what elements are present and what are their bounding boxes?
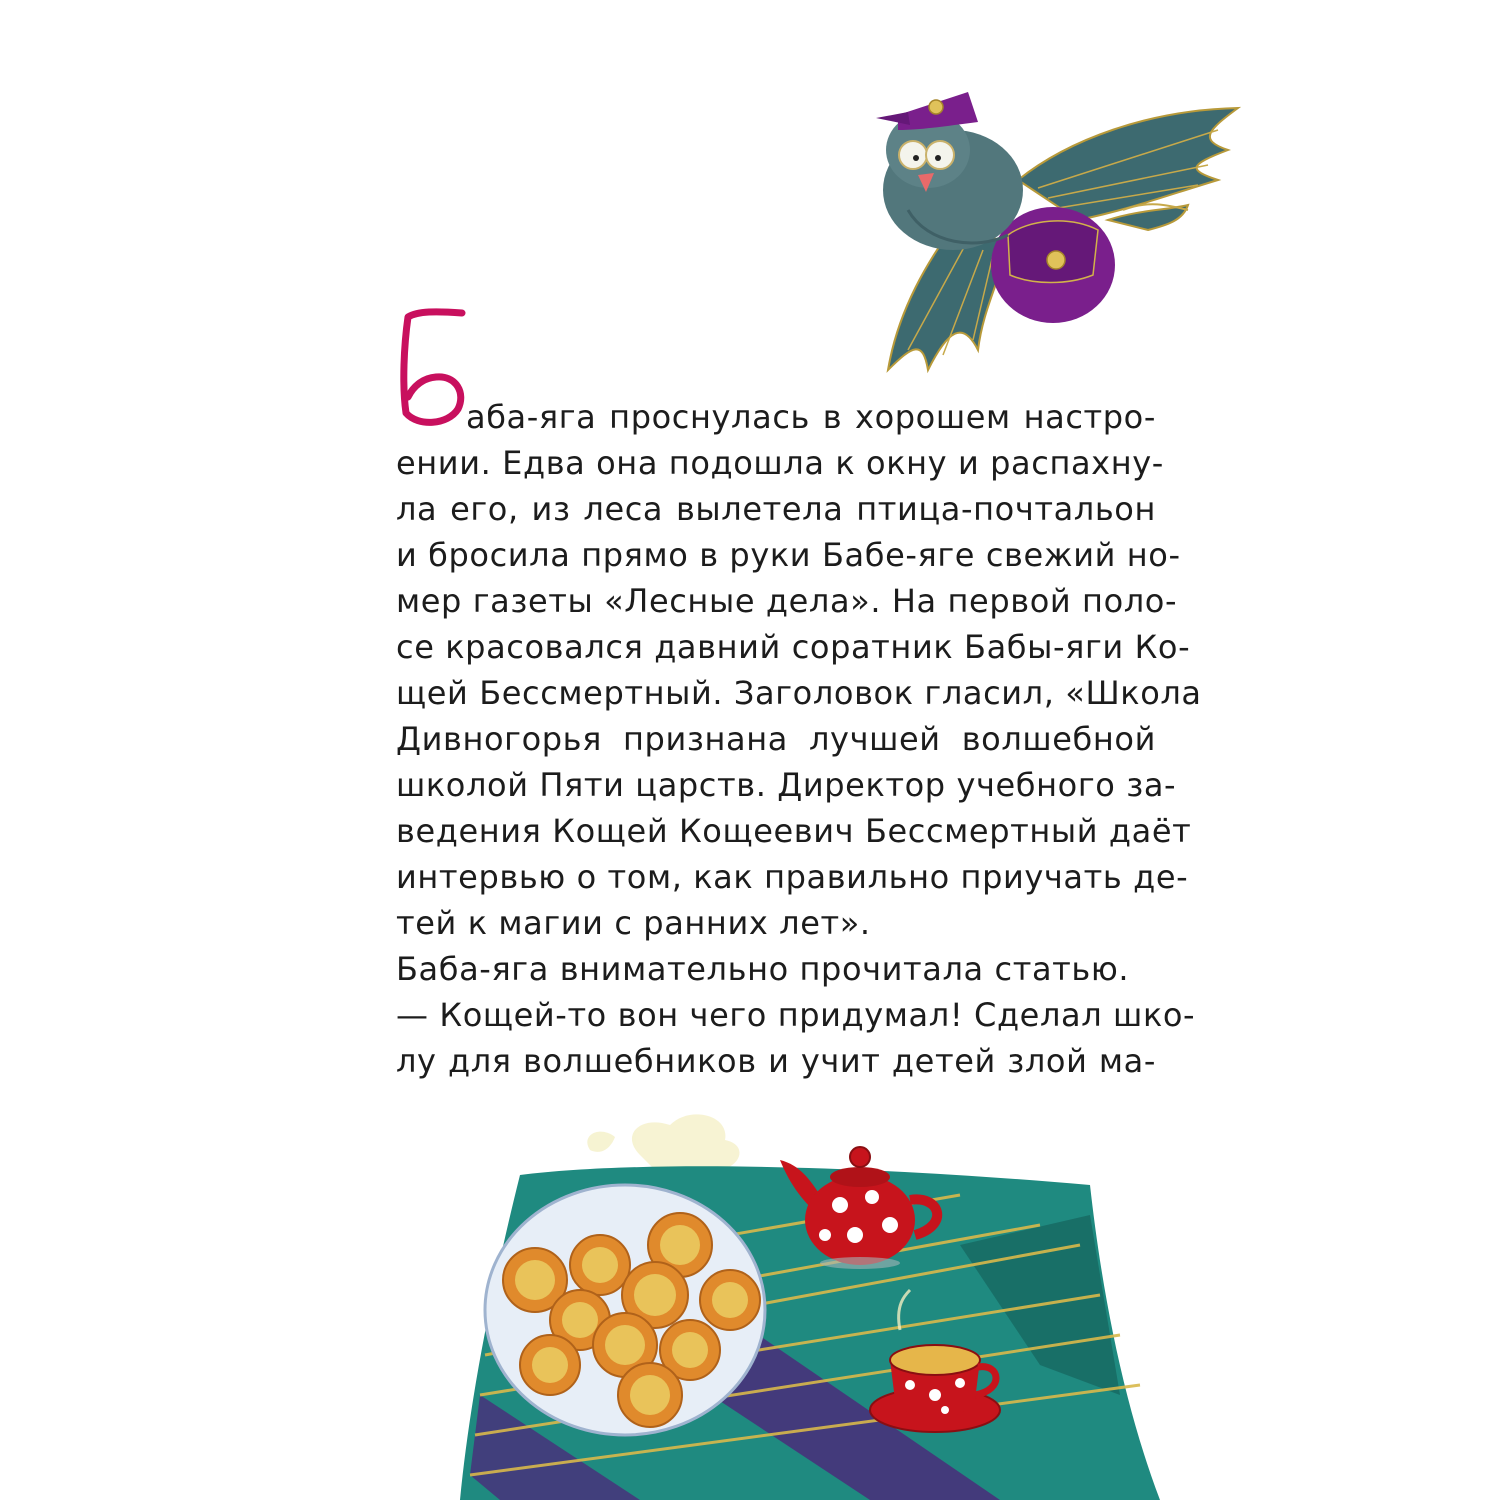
- text-line: Дивногорья признана лучшей волшебной: [396, 720, 1156, 758]
- bird-wing-icon: [1018, 108, 1238, 220]
- text-line: мер газеты «Лесные дела». На первой поло-: [396, 582, 1178, 620]
- text-line: аба-яга проснулась в хорошем настро-: [466, 398, 1156, 436]
- text-line: — Кощей-то вон чего придумал! Сделал шко-: [396, 996, 1196, 1034]
- bird-postman-illustration: [868, 70, 1248, 390]
- text-line: Баба-яга внимательно прочитала статью.: [396, 950, 1130, 988]
- pancakes-plate-icon: [485, 1185, 765, 1435]
- text-line: ении. Едва она подошла к окну и распахну-: [396, 444, 1164, 482]
- text-line: щей Бессмертный. Заголовок гласил, «Школа: [396, 674, 1202, 712]
- text-line: тей к магии с ранних лет».: [396, 904, 871, 942]
- tea-table-illustration: [440, 1095, 1200, 1500]
- text-line: интервью о том, как правильно приучать де-: [396, 858, 1189, 896]
- text-line: ла его, из леса вылетела птица-почтальон: [396, 490, 1156, 528]
- text-line: школой Пяти царств. Директор учебного за-: [396, 766, 1177, 804]
- drop-cap-text: Б: [396, 305, 398, 306]
- drop-cap-letter: [396, 305, 468, 430]
- text-line: се красовался давний соратник Бабы-яги Ко-: [396, 628, 1191, 666]
- text-line: ведения Кощей Кощеевич Бессмертный даёт: [396, 812, 1192, 850]
- text-line: и бросила прямо в руки Бабе-яге свежий но-: [396, 536, 1181, 574]
- text-line: лу для волшебников и учит детей злой ма-: [396, 1042, 1156, 1080]
- postman-hat-icon: [876, 92, 978, 130]
